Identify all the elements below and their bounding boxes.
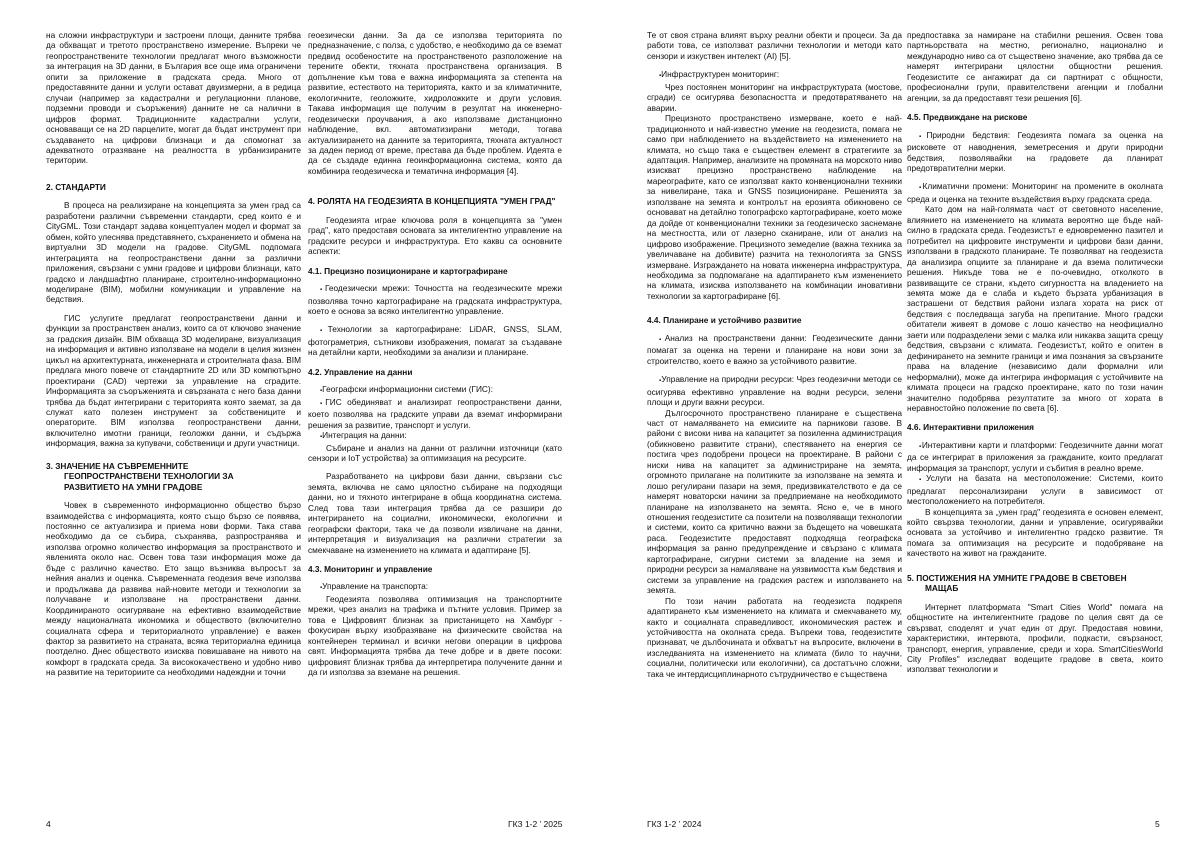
subsection-heading-4-2: 4.2. Управление на данни <box>308 366 413 377</box>
section-heading-role-of-geodesy: 4. РОЛЯТА НА ГЕОДЕЗИЯТА В КОНЦЕПЦИЯТА "УМЕН ГРАД" <box>308 196 556 207</box>
bullet-item: ▪ Природни бедствия: Геодезията помага за оценка на рисковете от наводнения, земетресения и други природни бедствия, позволявайки на градовете да планират предотвратителни мерки. <box>907 130 1163 174</box>
bullet-item: ▪ Управление на природни ресурси: Чрез геодезични методи се осигурява ефективно управление на водни ресурси, зелени площи и други важни ресурси. <box>647 374 902 407</box>
paragraph: ГИС услугите предлагат геопространствени данни и функции за пространствен анализ, които са от ключово значение за градския дизайн. BIM обхваща 3D моделиране, визуализация на информация и активно използване на модели в целия жизнен цикъл на архитектурната, инженерната и строителната фаза. BIM предлага много повече от стандартните 2D или 3D компютърно проектирани (CAD) чертежи за управление на сградите. Информацията за съоръженията и свързаната с него база данни трябва да бъдат интегрирани с територията която заемат, за да служат като полезен инструмент за собствениците и операторите. BIM използва геопространствени данни, включително имотни граници, геоложки данни, и съдържа информация, важна за купувачи, собственици и други участници. <box>46 312 301 449</box>
bullet-item: ▪ Анализ на пространствени данни: Геодезическите данни помагат за оценка на терени и планиране на нови зони за строителство, което е важно за устойчивото развитие. <box>647 333 902 366</box>
section-heading-achievements: 5. ПОСТИЖЕНИЯ НА УМНИТЕ ГРАДОВЕ В СВЕТОВЕН МАЩАБ <box>907 572 1127 594</box>
subsection-heading-4-3: 4.3. Мониторинг и управление <box>308 564 433 575</box>
left-page-column-1 <box>46 30 301 678</box>
page-number: 4 <box>46 819 51 829</box>
subsection-heading-4-5: 4.5. Предвиждане на рискове <box>907 112 1028 123</box>
journal-footer: ГКЗ 1-2 ’ 2025 <box>508 819 563 829</box>
bullet-item: ▪ Услуги на базата на местоположение: Системи, които предлагат персонализирани услуги в зависимост от местоположението на потребителя. <box>907 473 1163 506</box>
paragraph: Дългосрочното пространствено планиране е съществена част от намаляването на емисиите на парникови газове. В райони с високи нива на капацитет за позиленна администрация (обикновено развитите страни), спестяването на енергия се постига чрез подобрени процеси на проектиране. В райони с ниски нива на капацитет за администриране на земята, огромното прилагане на политиките за използване на земята и лошо регулирани пазари на земя, предизвикателството е да се намерят новаторски начини за предприемане на необходимото планиране на използването на земята. Ясно е, че в много отношения геодезистите са позители на позволяващи технологии и системи, които са критично важни за бъдещето на човешката раса. Геодезистите предоставят подходяща географска информация за ранно предупреждение и свързано с климата картографиране, сигурни системи за владение на земя и природни ресурси за намаляване на уязвимостта към бедствия и системи за управление на градския растеж и използването на земята. <box>647 407 902 596</box>
right-page-column-1 <box>647 30 902 679</box>
paragraph: В концепцията за „умен град" геодезията е основен елемент, който свързва технологии, данни и управление, осигурявайки основата за устойчиво и интелигентно градско развитие. Тя помага за оптимизация на ресурсите и подобряване на качеството на живот на гражданите. <box>907 506 1163 559</box>
paragraph: Събиране и анализ на данни от различни източници (като сензори и IoT устройства) за оптимизация на ресурсите. <box>308 442 562 463</box>
paragraph: на сложни инфраструктури и застроени площи, данните трябва да обхващат и третото пространствено измерение. Въпреки че геопространствените технологии предлагат много възможности за интеграция на 3D данни, в България все още има ограничени опити за приложение в градската среда. Много от предоставяните данни и услуги остават двуизмерни, а в редица случаи (например за кадастрални и регулационни планове, подземни проводи и съоръжения) данните не са налични в цифров формат. Традиционните кадастрални услуги, основаващи се на 2D парцелите, могат да бъдат инструмент при създаването на цифрови близнаци и да спомогнат за адекватното отразяване на реалността в урбанизираните територии. <box>46 30 301 166</box>
bullet-item: ▪ Инфраструктурен мониторинг: <box>647 69 902 81</box>
paragraph: Те от своя страна влияят върху реални обекти и процеси. За да работи това, се използват различни технологии и методи като сензори и изкуствен интелект (AI) [5]. <box>647 30 902 61</box>
page-number: 5 <box>1155 819 1160 829</box>
right-page <box>600 0 1200 849</box>
subsection-heading-4-1: 4.1. Прецизно позициониране и картографиране <box>308 265 508 276</box>
bullet-item: ▪ Климатични промени: Мониторинг на промените в околната среда и оценка на техните въздействия върху градската среда. <box>907 181 1163 204</box>
paragraph: Геодезията позволява оптимизация на транспортните мрежи, чрез анализ на трафика и пътните условия. Пример за това е Цифровият близнак за пристанището на Хамбург - фокусиран върху изобразяване на физическите свойства на контейнерен терминал и всички негови операции в цифрова свят. Информацията трябва да тече добре и в двете посоки: цифровият близнак трябва да интерпретира получените данни и да ги използва за вземане на решения. <box>308 593 562 678</box>
paragraph: Интернет платформата "Smart Cities World" помага на общностите на интелигентните градове по целия свят да се свързват, споделят и учат един от друг. Предоставя новини, характеристики, интервюта, профили, подкасти, свързаност, транспорт, енергия, управление, среди и хора. SmartCitiesWorld City Profiles" изследват водещите градове в света, които използват технологии и <box>907 601 1163 675</box>
bullet-item: ▪ ГИС обединяват и анализират геопространствени данни, което позволява на градските управи да вземат информирани решения за развитие, транспорт и услуги. <box>308 397 562 430</box>
section-heading-significance: 3. ЗНАЧЕНИЕ НА СЪВРЕМЕННИТЕ ГЕОПРОСТРАНСТВЕНИ ТЕХНОЛОГИИ ЗА РАЗВИТИЕТО НА УМНИ ГРАДОВЕ <box>46 460 234 492</box>
bullet-item: ▪ Интерактивни карти и платформи: Геодезичните данни могат да се интегрират в приложения за гражданите, които предлагат информация за транспорт, услуги и събития в реално време. <box>907 440 1163 473</box>
bullet-item: ▪ Технологии за картографиране: LiDAR, GNSS, SLAM, фотограметрия, сътникови изображения, помагат за създаване на детайлни карти, необходими за анализи и планиране. <box>308 324 562 357</box>
left-page-column-2 <box>308 30 562 678</box>
paragraph: Човек в съвременното информационно общество бързо взаимодейства с информацията, която също бързо се появява, постоянно се актуализира и приема нови форми. Така става необходимо да се събира, съхранява, разпространява и използва огромно количество информация за пространството и явленията около нас. Освен това тази информация може да бъде с различно качество. Ето защо възниква въпросът за нейния анализ и оценка. Съвременната геодезия вече използва и продължава да развива най-новите методи и технологии за получаване и използване на пространствени данни. Координираното осигуряване на ефективно взаимодействие между националната икономика и обществото (включително социалната сфера и териториалното управление) е важен фактор за развитието на страната, всяка териториална единица поотделно. Днес обществото изисква повишаване на нивото на комфорт в градската среда. За висококачествено и удобно ниво на развитие на териториите са необходими надеждни и точни <box>46 500 301 678</box>
bullet-item: ▪ Управление на транспорта: <box>308 581 562 593</box>
paragraph: По този начин работата на геодезиста подкрепя адаптирането към изменението на климата и смекчаването му, както и социалната справедливост, икономическия растеж и устойчивостта на околната среда. Въпреки това, геодезистите признават, че дълбочината и обхватът на въпросите, включени в изследванията на изменението на климата (било то научни, социални, политически или екологични), са достатъчно сложни, така че интердисциплинарното сътрудничество е съществена <box>647 595 902 679</box>
bullet-item: ▪ Географски информационни системи (ГИС): <box>308 384 562 396</box>
subsection-heading-4-6: 4.6. Интерактивни приложения <box>907 422 1034 433</box>
paragraph: Разработването на цифрови бази данни, свързани със земята, включва не само цялостно събиране на подходящи данни, но и тяхното интегриране в обща координатна система. След това тази интеграция трябва да се разшири до интегрирането на социални, икономически, екологични и географски фактори, така че да позволи извличане на данни, интерпретация и визуализация на различни стратегии за смекчаване на изменението на климата и адаптиране [5]. <box>308 471 562 555</box>
journal-footer: ГКЗ 1-2 ’ 2024 <box>647 819 702 829</box>
paragraph: Чрез постоянен мониторинг на инфраструктурата (мостове, сгради) се осигурява безопасността и предотвратяването на аварии. <box>647 81 902 113</box>
paragraph: предпоставка за намиране на стабилни решения. Освен това партньорствата на местно, регионално, национално и международно ниво са от съществено значение, ако трябва да се намерят интегрирани цялостни общностни решения. Геодезистите се ангажират да си партнират с общности, професионални групи, правителствени агенции и глобални агенции, за да предоставят тези решения [6]. <box>907 30 1163 103</box>
paragraph: геоезически данни. За да се използва територията по предназначение, с полза, с удобство, е необходимо да се вземат предвид особеностите на пространственото разположение на терените обекти, тяхната пространствена организация. В допълнение към това е важна информацията за степента на развитие, естеството на територията, както и за климатичните, екологичните, геоложките, хидроложките и други условия. Такава информация ще получим в резултат на инженерно-геодезически проучвания, а ако използваме дистанционно наблюдение, вкл. автоматизирани методи, тогава актуализирането на данните за територията, тяхната актуалност за даден период от време, престава да бъде проблем. Идеята е да се създаде единна геоинформационна система, която да комбинира геодезическа и тематична информация [4]. <box>308 30 562 176</box>
bullet-item: ▪ Интеграция на данни: <box>308 430 562 442</box>
paragraph: Геодезията играе ключова роля в концепцията за "умен град", като предоставя основата за интелигентно управление на градските ресурси и инфраструктура. Ето каквu са основните аспекти: <box>308 214 562 257</box>
paragraph: В процеса на реализиране на концепцията за умен град са разработени различни съвременни стандарти, сред които е и CityGML. Този стандарт задава концептуален модел и формат за обмен, който улеснява представянето, съхранението и обмена на виртуални 3D модели на градове. CityGML подпомага интеграцията на геопространствени данни за различни приложения, свързани с умни градове и цифрови близнаци, като градско и ландшафтно планиране, строително-информационно моделиране (BIM), мобилни комуникации и управление на бедствия. <box>46 200 301 305</box>
paragraph: Като дом на най-голямата част от световното население, влиянието на изменението на климата вероятно ще бъде най-силно в градската среда. Геодезистът е едновременно пазител и потребител на цифровите инструменти и цифрови бази данни, използвани в градското планиране. Те позволяват на геодезиста да анализира опциите за планиране и да взема политически решения. Никъде това не е по-очевидно, отколкото в развиващите се страни, където сигурността на владението на земята може да е слаба и където бързата урбанизация в застрашени от бедствия райони излага хората на риск от бедствия с последваща загуба на препитание. Много градски обитатели живеят в домове с лошо качество на неофициално заети или подразделени земи с малка или никаква защита срещу бедствия, свързани с климата. Геодезистът, който е опитен в дефинирането на земните граници и има познания за свързаните права на владение (независимо дали формални или неформални), може да интегрира информация с устойчивите на климата процеси на градско проектиране, като по този начин значително подобрява резултатите за много от хората в неравностойно положение по света [6]. <box>907 204 1163 413</box>
section-heading-standards: 2. СТАНДАРТИ <box>46 181 106 192</box>
paragraph: Прецизното пространствено измерване, което е най-традиционното и най-известно умение на геодезиста, помага не само при наблюдението на въздействието на изменението на климата, но също така е съществен елемент в стратегиите за адаптация. Например, анализите на промяната на морското ниво изискват прецизно пространствено наблюдение на мареографите, като се използват както конвенционални техники за нивелиране, така и GNSS позициониране. Решенията за използване на земята и контролът на ерозията обикновено се основават на детайлно топографско картографиране, което може да дойде от конвенционални техники за геодезическо заснемане на местността, или от лазерно сканиране, или от анализ на цифрово изображение. Прецизното земеделие (важна техника за увеличаване на добивите) разчита на технологията за GNSS измерване. Изграждането на новата инженерна инфраструктура, необходима за подпомагане на адаптирането към изменението на климата, изисква използването на комбинации иновативни технологии за картографиране [6]. <box>647 113 902 301</box>
bullet-item: ▪ Геодезически мрежи: Точността на геодезическите мрежи позволява точно картографиране на градската инфраструктура, което е основа за всяко интелигентно управление. <box>308 283 562 316</box>
right-page-column-2 <box>907 30 1163 675</box>
subsection-heading-4-4: 4.4. Планиране и устойчиво развитие <box>647 315 802 326</box>
